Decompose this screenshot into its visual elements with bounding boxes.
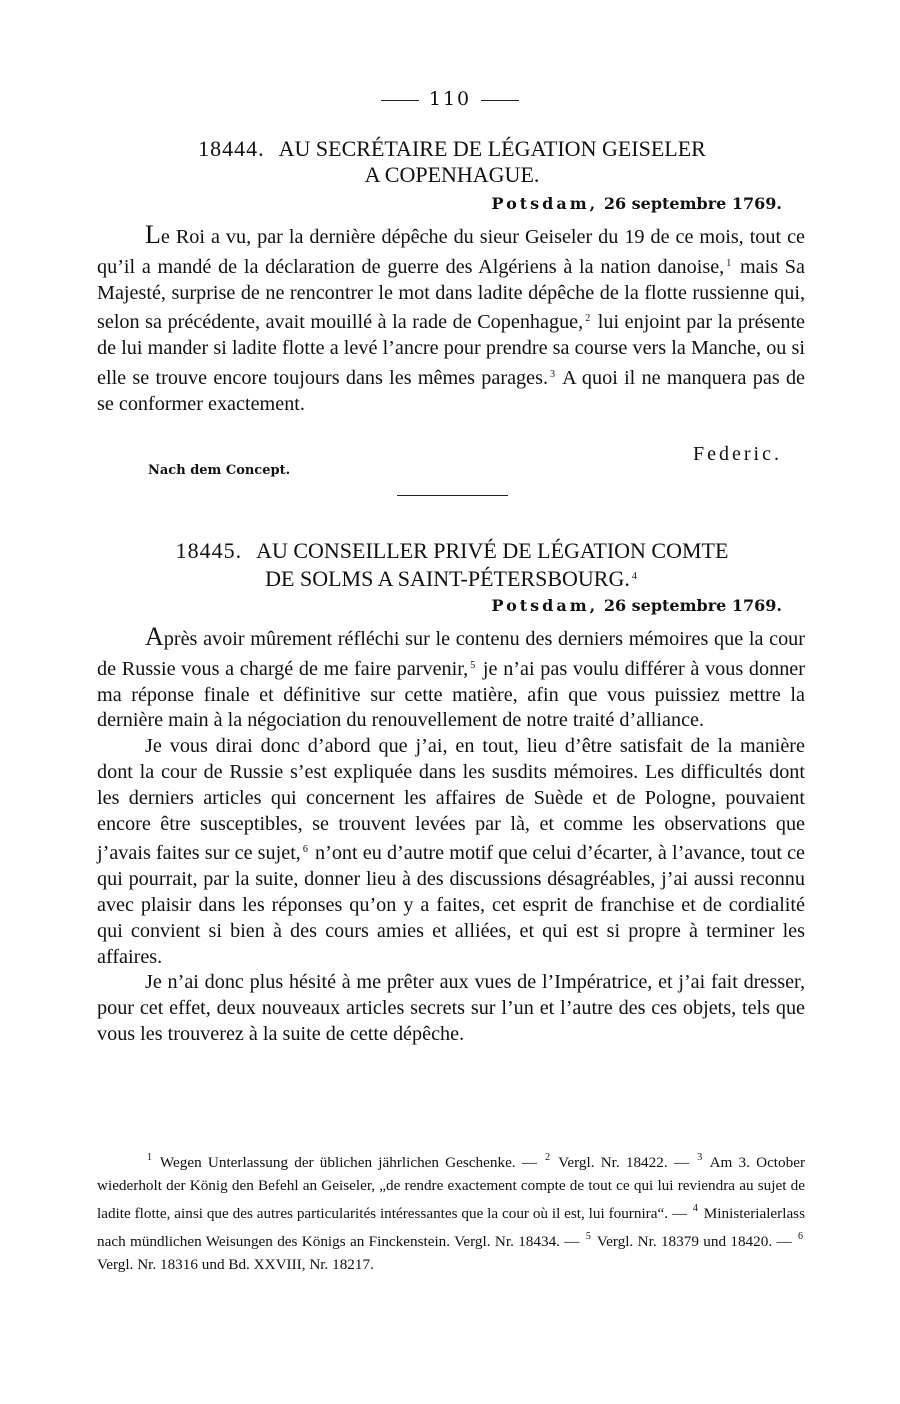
initial-letter: L <box>145 220 161 249</box>
signature: Federic. <box>693 443 782 465</box>
heading-line-2 <box>97 564 807 592</box>
paragraph-text: Je vous dirai donc d’abord que j’ai, en tout, lieu d’être satisfait de la manière dont la cour de Russie s’est expliquée dans les susdits mémoires. Les difficultés dont les derniers articles qui concernent les affaires de Suède et de Pologne, pouvaient encore être susceptibles, se trouvent levées par là, et comme les observations que j’avais faites sur ce sujet, <box>97 735 805 865</box>
paragraph <box>97 970 805 1047</box>
footnote-mark: 5 <box>585 1231 591 1242</box>
date-place: Potsdam, <box>491 596 599 615</box>
paragraph-text: mais Sa Majesté, surprise de ne rencontrer le mot dans ladite dépêche de la flotte russienne qui, selon sa précédente, avait mouillé à la rade de Copenhague, <box>97 255 805 334</box>
paragraph-text: Je n’ai donc plus hésité à me prêter aux vues de l’Impératrice, et j’ai fait dresser, pour cet effet, deux nouveaux articles secrets sur l’un et l’autre des ces objets, tels que vous les trouverez à la suite de cette dépêche. <box>97 971 805 1045</box>
paragraph <box>97 624 805 734</box>
folio-dash-left <box>381 100 419 101</box>
paragraph-text: lui enjoint par la présente de lui mander si ladite flotte a levé l’ancre pour prendre sa course vers la Manche, ou si elle se trouve encore toujours dans les mêmes parages. <box>97 311 806 389</box>
heading-line-1 <box>97 538 807 564</box>
footnote-ref: 1 <box>726 257 732 269</box>
page-number <box>0 88 900 110</box>
paragraph-text: A quoi il ne manquera pas de se conformer exactement. <box>97 366 805 415</box>
date-text: 26 septembre 1769. <box>603 194 782 213</box>
heading-text: DE SOLMS A SAINT-PÉTERSBOURG. <box>265 566 630 591</box>
source-note: Nach dem Concept. <box>148 463 291 478</box>
heading-text: AU SECRÉTAIRE DE LÉGATION GEISELER <box>278 136 706 161</box>
paragraph-text: je n’ai pas voulu différer à vous donner ma réponse finale et définitive sur cette matière, afin que vous puissiez mettre la dernière main à la négociation du renouvellement de notre traité d’alliance. <box>97 657 805 732</box>
letter-date <box>492 596 783 615</box>
footnote-mark: 1 <box>147 1152 152 1163</box>
letter-heading <box>97 538 807 592</box>
footnote-ref: 6 <box>302 844 308 856</box>
folio-dash-right <box>481 100 519 101</box>
footnote-text: Vergl. Nr. 18316 und Bd. XXVIII, Nr. 18217. <box>97 1256 374 1273</box>
letter-body <box>97 222 805 418</box>
footnote-text: Am 3. October wiederholt der König den Befehl an Geiseler, „de rendre exactement compte de tout ce qui lui reviendra au sujet de ladite flotte, ainsi que des autres particularités intéressantes que la cour où il est, lui fournira“. — <box>97 1154 806 1222</box>
section-divider <box>397 495 508 496</box>
footnote-ref: 2 <box>585 313 591 325</box>
letter-number: 18444. <box>198 136 265 161</box>
letter-heading <box>97 136 807 188</box>
initial-letter: A <box>145 622 164 651</box>
paragraph-text: e Roi a vu, par la dernière dépêche du sieur Geiseler du 19 de ce mois, tout ce qu’il a mandé de la déclaration de guerre des Algériens à la nation danoise, <box>97 226 805 278</box>
paragraph-text: n’ont eu d’autre motif que celui d’écarter, à l’avance, tout ce qui pourrait, par la suite, donner lieu à des discussions désagréables, j’ai aussi reconnu avec plaisir dans les réponses qu’on y a faites, cet esprit de franchise et de cordialité qui convient si bien à des cours amies et alliées, et qui est si propre à terminer les affaires. <box>97 842 805 968</box>
footnote-mark: 6 <box>798 1231 804 1242</box>
letter-number: 18445. <box>175 538 243 563</box>
footnote-ref: 5 <box>470 659 476 671</box>
footnote-block <box>97 1146 805 1276</box>
footnote-text: Ministerialerlass nach mündlichen Weisungen des Königs an Finckenstein. Vergl. Nr. 18434. — <box>97 1205 806 1250</box>
letter-body <box>97 624 805 1048</box>
paragraph <box>97 222 805 418</box>
date-place: Potsdam, <box>491 194 599 213</box>
footnote-ref: 4 <box>631 571 637 582</box>
date-text: 26 septembre 1769. <box>603 596 782 615</box>
footnote-text: Vergl. Nr. 18422. — <box>558 1154 690 1171</box>
heading-line-2: A COPENHAGUE. <box>364 162 540 187</box>
footnote-text: Wegen Unterlassung der üblichen jährlichen Geschenke. — <box>159 1154 537 1171</box>
page-number-text: 110 <box>428 88 472 110</box>
footnote-mark: 4 <box>692 1203 698 1214</box>
footnote-ref: 3 <box>550 368 555 380</box>
paragraph <box>97 734 805 970</box>
letter-date <box>492 194 783 213</box>
footnotes <box>97 1146 805 1276</box>
heading-text: AU CONSEILLER PRIVÉ DE LÉGATION COMTE <box>256 538 729 563</box>
footnote-text: Vergl. Nr. 18379 und 18420. — <box>596 1233 792 1250</box>
heading-line-1 <box>97 136 807 162</box>
paragraph-text: près avoir mûrement réfléchi sur le contenu des derniers mémoires que la cour de Russie vous a chargé de me faire parvenir, <box>97 628 805 680</box>
footnote-mark: 3 <box>697 1152 703 1163</box>
footnote-mark: 2 <box>545 1152 551 1163</box>
